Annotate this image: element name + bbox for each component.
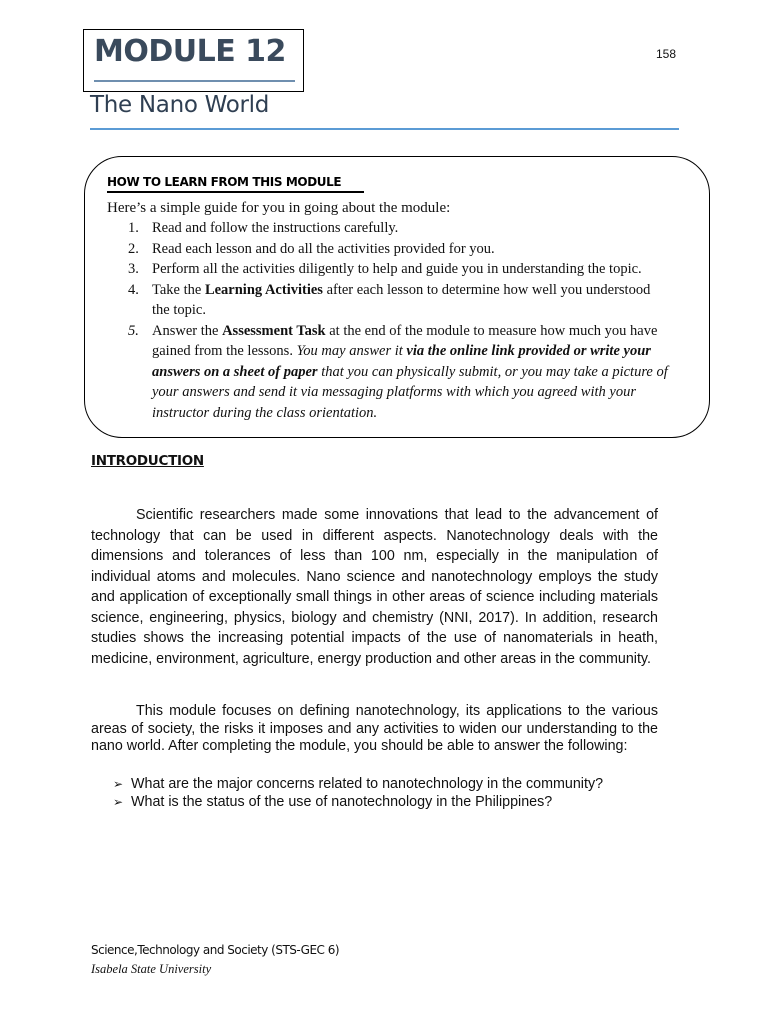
footer-university: Isabela State University (91, 962, 212, 976)
guide-item-1-text: Read and follow the instructions carefully. (152, 220, 399, 236)
guide-item-3-number: 3. (128, 261, 139, 277)
guide-item-4-text-post: after each lesson to determine how well you understood the topic. (152, 281, 651, 318)
guide-item-5-italic-2: that you can physically submit, or you may take a picture of your answers and send it via messaging platforms with which you agreed with your instructor during the class orientation. (152, 363, 668, 421)
guide-item-2 (128, 239, 668, 260)
guide-item-1 (128, 218, 668, 239)
arrow-bullet-icon: ➢ (113, 777, 124, 791)
guide-item-1-number: 1. (128, 220, 139, 236)
question-2-text: What is the status of the use of nanotechnology in the Philippines? (131, 794, 553, 810)
question-1-text: What are the major concerns related to nanotechnology in the community? (131, 776, 604, 792)
guide-intro: Here’s a simple guide for you in going about the module: (107, 200, 451, 216)
question-item-2 (113, 793, 603, 811)
module-subtitle: The Nano World (90, 92, 270, 118)
module-label-box (83, 29, 304, 92)
footer-course: Science,Technology and Society (STS-GEC 6) (91, 943, 340, 957)
introduction-heading: INTRODUCTION (91, 453, 204, 469)
guide-list (128, 218, 668, 423)
page-number: 158 (656, 47, 677, 61)
module-label-underline (94, 80, 295, 82)
guide-item-4-number: 4. (128, 281, 139, 298)
arrow-bullet-icon: ➢ (113, 795, 124, 809)
guide-item-4-text-pre: Take the (152, 281, 205, 298)
guide-item-3 (128, 259, 668, 280)
guide-item-5-text-pre: Answer the (152, 322, 223, 339)
guide-item-5 (128, 321, 668, 424)
guide-item-4 (128, 280, 668, 321)
guide-item-5-number: 5. (128, 322, 139, 339)
question-item-1 (113, 775, 603, 793)
title-divider (90, 128, 679, 130)
guide-item-2-number: 2. (128, 240, 139, 257)
guide-item-4-bold-term: Learning Activities (204, 281, 323, 298)
guide-item-5-bold-italic: via the online link provided or write your answers on a sheet of paper (152, 343, 651, 380)
question-list (113, 775, 603, 811)
guide-heading: HOW TO LEARN FROM THIS MODULE (107, 175, 342, 189)
introduction-paragraph-2: This module focuses on defining nanotechnology, its applications to the various areas of society, the risks it imposes and any activities to widen our understanding to the nano world. After completing the module, you should be able to answer the following: (91, 703, 658, 754)
guide-item-5-italic-1: You may answer it (296, 343, 407, 359)
introduction-paragraph-1: Scientific researchers made some innovations that lead to the advancement of technology that can be used in different aspects. Nanotechnology deals with the dimensions and tolerances of less than 100 nm, especially in the manipulation of individual atoms and molecules. Nano science and nanotechnology employs the study and application of exceptionally small things in other areas of science including materials science, engineering, physics, biology and chemistry (NNI, 2017). In addition, research studies shows the increasing potential impacts of the use of nanomaterials in heath, medicine, environment, agriculture, energy production and other areas in the community. (91, 507, 658, 667)
guide-item-5-bold-term: Assessment Task (222, 322, 326, 339)
module-label: MODULE 12 (94, 34, 286, 69)
guide-heading-underline (107, 191, 364, 193)
guide-item-5-text-mid: at the end of the module to measure how much you have gained from the lessons. (152, 322, 658, 359)
guide-item-2-text: Read each lesson and do all the activities provided for you. (152, 240, 495, 257)
guide-item-3-text: Perform all the activities diligently to help and guide you in understanding the topic. (152, 261, 642, 277)
